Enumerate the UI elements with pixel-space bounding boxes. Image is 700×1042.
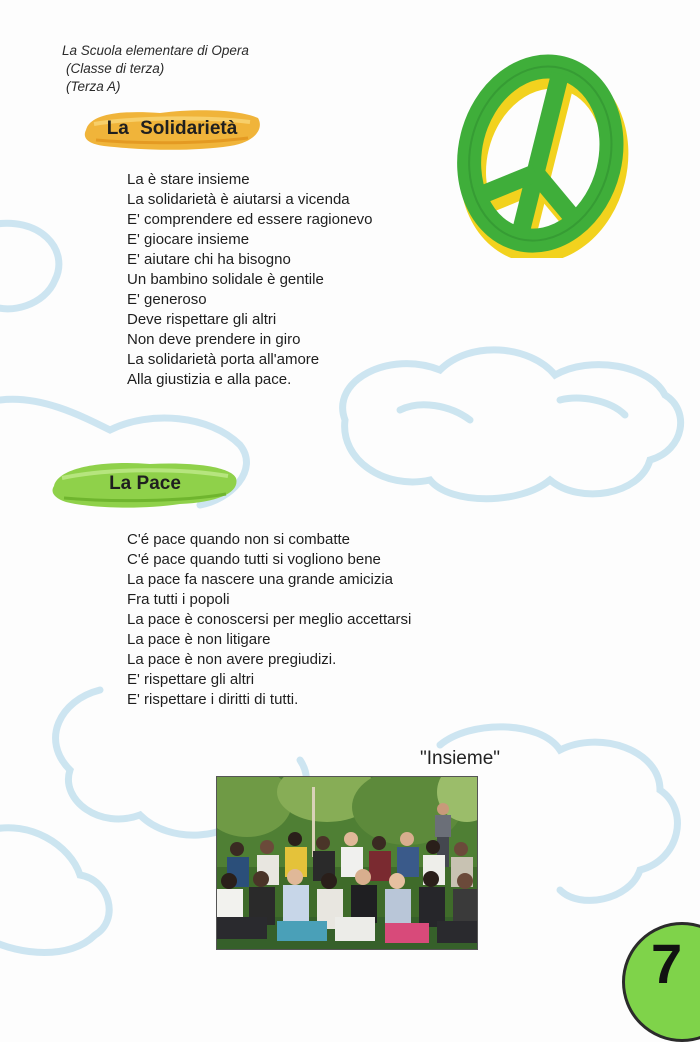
poem-line: E' aiutare chi ha bisogno: [127, 251, 291, 268]
poem-line: La solidarietà è aiutarsi a vicenda: [127, 191, 350, 208]
poem-line: La pace fa nascere una grande amicizia: [127, 571, 394, 588]
group-photo: [216, 776, 478, 950]
poem-line: Fra tutti i popoli: [127, 591, 230, 608]
poem-line: La solidarietà porta all'amore: [127, 351, 320, 368]
poem-line: E' rispettare gli altri: [127, 671, 255, 688]
poem-line: La pace è conoscersi per meglio accettarsi: [127, 611, 412, 628]
poem-line: La pace è non avere pregiudizi.: [127, 651, 337, 668]
school-section: (Terza A): [66, 79, 121, 94]
poem-line: C'é pace quando non si combatte: [127, 531, 351, 548]
school-name: La Scuola elementare di Opera: [62, 43, 249, 58]
photo-caption: "Insieme": [420, 748, 501, 769]
solidarieta-heading: [80, 104, 264, 154]
poem-line: E' generoso: [127, 291, 207, 308]
peace-symbol-icon: [450, 52, 634, 258]
poem-line: E' comprendere ed essere ragionevo: [127, 211, 373, 228]
poem-line: Alla giustizia e alla pace.: [127, 371, 292, 388]
school-class: (Classe di terza): [66, 61, 165, 76]
poem-line: Deve rispettare gli altri: [127, 311, 277, 328]
poem-line: La è stare insieme: [127, 171, 250, 188]
poem-line: La pace è non litigare: [127, 631, 271, 648]
solidarieta-title: La Solidarietà: [106, 118, 238, 139]
pace-poem: [127, 530, 411, 710]
pace-title: La Pace: [109, 473, 181, 494]
solidarieta-poem: [127, 170, 373, 390]
poem-line: Non deve prendere in giro: [127, 331, 301, 348]
page-number: 7: [651, 932, 683, 995]
poem-line: C'é pace quando tutti si vogliono bene: [127, 551, 381, 568]
poem-line: E' giocare insieme: [127, 231, 250, 248]
poem-line: E' rispettare i diritti di tutti.: [127, 691, 299, 708]
group-photo-illustration: [217, 777, 478, 950]
poem-line: Un bambino solidale è gentile: [127, 271, 324, 288]
pace-heading: [50, 456, 240, 512]
school-header: [62, 42, 249, 96]
